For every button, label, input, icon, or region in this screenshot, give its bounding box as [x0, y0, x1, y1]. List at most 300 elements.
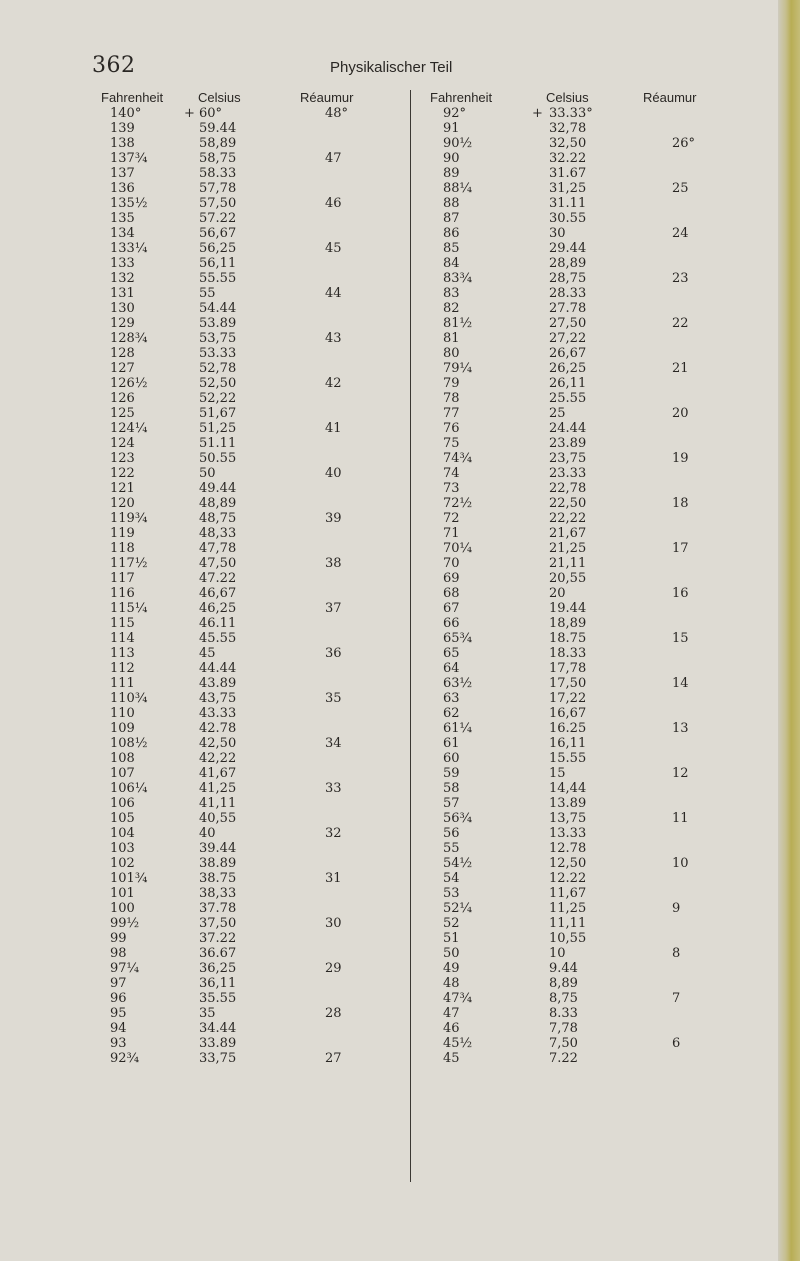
table-row — [420, 796, 740, 811]
celsius-cell: 27,22 — [549, 331, 587, 346]
fahrenheit-cell: 48 — [443, 976, 460, 991]
fahrenheit-cell: 112 — [110, 661, 135, 676]
fahrenheit-cell: 80 — [443, 346, 460, 361]
table-row — [420, 751, 740, 766]
fahrenheit-cell: 93 — [110, 1036, 127, 1051]
celsius-cell: 8.33 — [549, 1006, 578, 1021]
fahrenheit-cell: 79 — [443, 376, 460, 391]
fahrenheit-cell: 100 — [110, 901, 135, 916]
table-row — [420, 241, 740, 256]
celsius-cell: 25.55 — [549, 391, 587, 406]
celsius-cell: 8,75 — [549, 991, 578, 1006]
celsius-cell: 46,25 — [199, 601, 237, 616]
table-right-rows — [420, 106, 740, 1066]
header-celsius: Celsius — [546, 90, 589, 105]
celsius-cell: 17,22 — [549, 691, 587, 706]
fahrenheit-cell: 60 — [443, 751, 460, 766]
celsius-cell: 30.55 — [549, 211, 587, 226]
table-row — [90, 796, 410, 811]
fahrenheit-cell: 94 — [110, 1021, 127, 1036]
table-row — [420, 1021, 740, 1036]
celsius-cell: 12.22 — [549, 871, 587, 886]
fahrenheit-cell: 52¼ — [443, 901, 473, 916]
celsius-cell: 43,75 — [199, 691, 237, 706]
reaumur-cell: 46 — [325, 196, 342, 211]
celsius-cell: 44.44 — [199, 661, 237, 676]
table-row — [90, 991, 410, 1006]
table-row — [420, 736, 740, 751]
celsius-cell: 26,67 — [549, 346, 587, 361]
table-row — [90, 601, 410, 616]
celsius-cell: 12,50 — [549, 856, 587, 871]
fahrenheit-cell: 86 — [443, 226, 460, 241]
celsius-cell: 43.89 — [199, 676, 237, 691]
table-row — [90, 616, 410, 631]
table-row — [90, 901, 410, 916]
table-row — [90, 526, 410, 541]
celsius-cell: 37.22 — [199, 931, 237, 946]
fahrenheit-cell: 97 — [110, 976, 127, 991]
table-row — [90, 301, 410, 316]
table-row — [90, 211, 410, 226]
fahrenheit-cell: 65 — [443, 646, 460, 661]
fahrenheit-cell: 72 — [443, 511, 460, 526]
fahrenheit-cell: 79¼ — [443, 361, 473, 376]
table-row — [420, 601, 740, 616]
table-row — [90, 361, 410, 376]
fahrenheit-cell: 70 — [443, 556, 460, 571]
table-header-left — [90, 90, 410, 106]
table-row — [90, 1051, 410, 1066]
celsius-cell: 8,89 — [549, 976, 578, 991]
table-row — [420, 826, 740, 841]
celsius-cell: 22,50 — [549, 496, 587, 511]
celsius-cell: 57,50 — [199, 196, 237, 211]
fahrenheit-cell: 109 — [110, 721, 135, 736]
fahrenheit-cell: 69 — [443, 571, 460, 586]
fahrenheit-cell: 65¾ — [443, 631, 473, 646]
fahrenheit-cell: 135 — [110, 211, 135, 226]
celsius-cell: 51,67 — [199, 406, 237, 421]
table-row — [90, 376, 410, 391]
table-row — [420, 1006, 740, 1021]
fahrenheit-cell: 95 — [110, 1006, 127, 1021]
celsius-cell: 46.11 — [199, 616, 237, 631]
celsius-cell: 25 — [549, 406, 566, 421]
table-row — [420, 436, 740, 451]
fahrenheit-cell: 118 — [110, 541, 135, 556]
celsius-cell: 53,75 — [199, 331, 237, 346]
fahrenheit-cell: 120 — [110, 496, 135, 511]
table-row — [90, 166, 410, 181]
fahrenheit-cell: 73 — [443, 481, 460, 496]
table-row — [420, 481, 740, 496]
celsius-cell: 28.33 — [549, 286, 587, 301]
table-row — [90, 916, 410, 931]
table-row — [90, 346, 410, 361]
fahrenheit-cell: 116 — [110, 586, 135, 601]
table-row — [420, 781, 740, 796]
fahrenheit-cell: 99 — [110, 931, 127, 946]
table-row — [420, 856, 740, 871]
table-row — [90, 661, 410, 676]
table-left-half — [90, 90, 410, 1182]
table-row — [420, 766, 740, 781]
celsius-cell: 55.55 — [199, 271, 237, 286]
fahrenheit-cell: 89 — [443, 166, 460, 181]
table-row — [420, 106, 740, 121]
table-row — [420, 691, 740, 706]
fahrenheit-cell: 105 — [110, 811, 135, 826]
celsius-cell: 45 — [199, 646, 216, 661]
fahrenheit-cell: 98 — [110, 946, 127, 961]
table-row — [90, 751, 410, 766]
fahrenheit-cell: 126½ — [110, 376, 148, 391]
reaumur-cell: 30 — [325, 916, 342, 931]
celsius-cell: 24.44 — [549, 421, 587, 436]
table-row — [90, 736, 410, 751]
reaumur-cell: 22 — [672, 316, 689, 331]
celsius-cell: 11,25 — [549, 901, 587, 916]
fahrenheit-cell: 53 — [443, 886, 460, 901]
celsius-cell: 39.44 — [199, 841, 237, 856]
celsius-cell: 58.33 — [199, 166, 237, 181]
reaumur-cell: 39 — [325, 511, 342, 526]
celsius-cell: 11,67 — [549, 886, 587, 901]
celsius-cell: 17,50 — [549, 676, 587, 691]
celsius-cell: 56,67 — [199, 226, 237, 241]
fahrenheit-cell: 119 — [110, 526, 135, 541]
table-row — [420, 406, 740, 421]
celsius-cell: 31,25 — [549, 181, 587, 196]
reaumur-cell: 45 — [325, 241, 342, 256]
table-row — [90, 196, 410, 211]
fahrenheit-cell: 106 — [110, 796, 135, 811]
header-reaumur: Réaumur — [643, 90, 697, 105]
celsius-cell: 18.33 — [549, 646, 587, 661]
celsius-cell: 40 — [199, 826, 216, 841]
table-row — [90, 631, 410, 646]
table-row — [420, 346, 740, 361]
fahrenheit-cell: 58 — [443, 781, 460, 796]
fahrenheit-cell: 122 — [110, 466, 135, 481]
celsius-cell: 48,75 — [199, 511, 237, 526]
table-row — [420, 706, 740, 721]
reaumur-cell: 44 — [325, 286, 342, 301]
reaumur-cell: 10 — [672, 856, 689, 871]
fahrenheit-cell: 132 — [110, 271, 135, 286]
celsius-cell: 15 — [549, 766, 566, 781]
celsius-cell: 35 — [199, 1006, 216, 1021]
table-row — [90, 1006, 410, 1021]
fahrenheit-cell: 46 — [443, 1021, 460, 1036]
celsius-cell: 14,44 — [549, 781, 587, 796]
fahrenheit-cell: 63½ — [443, 676, 473, 691]
fahrenheit-cell: 110 — [110, 706, 135, 721]
fahrenheit-cell: 111 — [110, 676, 135, 691]
celsius-cell: 31.11 — [549, 196, 587, 211]
reaumur-cell: 48° — [325, 106, 349, 121]
celsius-cell: 16,67 — [549, 706, 587, 721]
table-row — [90, 781, 410, 796]
table-row — [90, 316, 410, 331]
table-row — [420, 616, 740, 631]
fahrenheit-cell: 96 — [110, 991, 127, 1006]
table-row — [420, 151, 740, 166]
fahrenheit-cell: 74¾ — [443, 451, 473, 466]
table-row — [420, 166, 740, 181]
table-row — [420, 676, 740, 691]
table-row — [90, 766, 410, 781]
table-row — [420, 901, 740, 916]
page-number: 362 — [92, 53, 136, 78]
table-row — [420, 871, 740, 886]
fahrenheit-cell: 123 — [110, 451, 135, 466]
celsius-cell: 36,25 — [199, 961, 237, 976]
celsius-cell: 36.67 — [199, 946, 237, 961]
fahrenheit-cell: 97¼ — [110, 961, 140, 976]
reaumur-cell: 21 — [672, 361, 689, 376]
fahrenheit-cell: 113 — [110, 646, 135, 661]
celsius-cell: 52,78 — [199, 361, 237, 376]
table-row — [420, 391, 740, 406]
table-row — [420, 571, 740, 586]
fahrenheit-cell: 47 — [443, 1006, 460, 1021]
table-row — [420, 466, 740, 481]
table-row — [90, 256, 410, 271]
celsius-cell: 13.89 — [549, 796, 587, 811]
fahrenheit-cell: 49 — [443, 961, 460, 976]
table-row — [420, 511, 740, 526]
celsius-cell: 60° — [199, 106, 223, 121]
table-row — [90, 391, 410, 406]
fahrenheit-cell: 117 — [110, 571, 135, 586]
fahrenheit-cell: 130 — [110, 301, 135, 316]
fahrenheit-cell: 137¾ — [110, 151, 148, 166]
table-row — [420, 271, 740, 286]
celsius-cell: 38,33 — [199, 886, 237, 901]
reaumur-cell: 33 — [325, 781, 342, 796]
table-row — [90, 541, 410, 556]
celsius-cell: 33,75 — [199, 1051, 237, 1066]
celsius-cell: 48,89 — [199, 496, 237, 511]
fahrenheit-cell: 92¾ — [110, 1051, 140, 1066]
celsius-cell: 18.75 — [549, 631, 587, 646]
table-row — [90, 691, 410, 706]
table-row — [420, 256, 740, 271]
celsius-cell: 13,75 — [549, 811, 587, 826]
celsius-cell: 19.44 — [549, 601, 587, 616]
table-row — [90, 646, 410, 661]
fahrenheit-cell: 114 — [110, 631, 135, 646]
fahrenheit-cell: 106¼ — [110, 781, 148, 796]
fahrenheit-cell: 66 — [443, 616, 460, 631]
table-row — [420, 931, 740, 946]
table-row — [90, 271, 410, 286]
reaumur-cell: 38 — [325, 556, 342, 571]
fahrenheit-cell: 61 — [443, 736, 460, 751]
fahrenheit-cell: 75 — [443, 436, 460, 451]
fahrenheit-cell: 81½ — [443, 316, 473, 331]
reaumur-cell: 43 — [325, 331, 342, 346]
reaumur-cell: 14 — [672, 676, 689, 691]
table-row — [420, 886, 740, 901]
table-row — [90, 826, 410, 841]
table-row — [420, 1036, 740, 1051]
fahrenheit-cell: 57 — [443, 796, 460, 811]
fahrenheit-cell: 63 — [443, 691, 460, 706]
fahrenheit-cell: 85 — [443, 241, 460, 256]
reaumur-cell: 35 — [325, 691, 342, 706]
celsius-cell: 42,22 — [199, 751, 237, 766]
table-row — [420, 946, 740, 961]
table-left-rows — [90, 106, 410, 1066]
reaumur-cell: 15 — [672, 631, 689, 646]
celsius-cell: 10 — [549, 946, 566, 961]
celsius-cell: 7.22 — [549, 1051, 578, 1066]
fahrenheit-cell: 51 — [443, 931, 460, 946]
celsius-cell: 37,50 — [199, 916, 237, 931]
celsius-cell: 45.55 — [199, 631, 237, 646]
fahrenheit-cell: 54 — [443, 871, 460, 886]
table-row — [420, 841, 740, 856]
fahrenheit-cell: 81 — [443, 331, 460, 346]
table-row — [90, 421, 410, 436]
celsius-cell: 26,11 — [549, 376, 587, 391]
fahrenheit-cell: 55 — [443, 841, 460, 856]
table-row — [90, 241, 410, 256]
celsius-cell: 23.33 — [549, 466, 587, 481]
reaumur-cell: 40 — [325, 466, 342, 481]
fahrenheit-cell: 56¾ — [443, 811, 473, 826]
table-row — [90, 811, 410, 826]
fahrenheit-cell: 135½ — [110, 196, 148, 211]
fahrenheit-cell: 71 — [443, 526, 460, 541]
table-row — [420, 361, 740, 376]
reaumur-cell: 47 — [325, 151, 342, 166]
table-header-right — [420, 90, 740, 106]
fahrenheit-cell: 115¼ — [110, 601, 148, 616]
plus-sign: + — [532, 106, 543, 121]
fahrenheit-cell: 134 — [110, 226, 135, 241]
fahrenheit-cell: 137 — [110, 166, 135, 181]
reaumur-cell: 42 — [325, 376, 342, 391]
table-row — [420, 526, 740, 541]
table-row — [90, 721, 410, 736]
celsius-cell: 13.33 — [549, 826, 587, 841]
fahrenheit-cell: 127 — [110, 361, 135, 376]
fahrenheit-cell: 72½ — [443, 496, 473, 511]
celsius-cell: 16,11 — [549, 736, 587, 751]
reaumur-cell: 7 — [672, 991, 681, 1006]
fahrenheit-cell: 56 — [443, 826, 460, 841]
celsius-cell: 48,33 — [199, 526, 237, 541]
celsius-cell: 20,55 — [549, 571, 587, 586]
table-row — [420, 586, 740, 601]
fahrenheit-cell: 83¾ — [443, 271, 473, 286]
table-row — [90, 106, 410, 121]
table-row — [90, 856, 410, 871]
celsius-cell: 55 — [199, 286, 216, 301]
table-row — [90, 1036, 410, 1051]
fahrenheit-cell: 129 — [110, 316, 135, 331]
celsius-cell: 42,50 — [199, 736, 237, 751]
fahrenheit-cell: 54½ — [443, 856, 473, 871]
reaumur-cell: 18 — [672, 496, 689, 511]
celsius-cell: 7,50 — [549, 1036, 578, 1051]
conversion-table — [90, 90, 720, 1182]
celsius-cell: 38.75 — [199, 871, 237, 886]
table-row — [420, 1051, 740, 1066]
fahrenheit-cell: 90½ — [443, 136, 473, 151]
celsius-cell: 26,25 — [549, 361, 587, 376]
table-row — [420, 961, 740, 976]
header-reaumur: Réaumur — [300, 90, 354, 105]
table-row — [90, 286, 410, 301]
table-row — [90, 961, 410, 976]
table-row — [420, 916, 740, 931]
fahrenheit-cell: 101¾ — [110, 871, 148, 886]
celsius-cell: 53.33 — [199, 346, 237, 361]
reaumur-cell: 12 — [672, 766, 689, 781]
table-row — [90, 886, 410, 901]
fahrenheit-cell: 102 — [110, 856, 135, 871]
celsius-cell: 29.44 — [549, 241, 587, 256]
fahrenheit-cell: 103 — [110, 841, 135, 856]
celsius-cell: 32.22 — [549, 151, 587, 166]
fahrenheit-cell: 88 — [443, 196, 460, 211]
fahrenheit-cell: 108½ — [110, 736, 148, 751]
celsius-cell: 32,50 — [549, 136, 587, 151]
table-row — [90, 406, 410, 421]
reaumur-cell: 41 — [325, 421, 342, 436]
celsius-cell: 10,55 — [549, 931, 587, 946]
celsius-cell: 47,78 — [199, 541, 237, 556]
fahrenheit-cell: 64 — [443, 661, 460, 676]
fahrenheit-cell: 117½ — [110, 556, 148, 571]
fahrenheit-cell: 126 — [110, 391, 135, 406]
fahrenheit-cell: 136 — [110, 181, 135, 196]
celsius-cell: 40,55 — [199, 811, 237, 826]
celsius-cell: 22,78 — [549, 481, 587, 496]
celsius-cell: 23,75 — [549, 451, 587, 466]
celsius-cell: 52,50 — [199, 376, 237, 391]
table-row — [420, 181, 740, 196]
table-row — [90, 871, 410, 886]
celsius-cell: 59.44 — [199, 121, 237, 136]
celsius-cell: 21,25 — [549, 541, 587, 556]
celsius-cell: 33.89 — [199, 1036, 237, 1051]
header-fahrenheit: Fahrenheit — [430, 90, 493, 105]
reaumur-cell: 34 — [325, 736, 342, 751]
celsius-cell: 46,67 — [199, 586, 237, 601]
fahrenheit-cell: 140° — [110, 106, 142, 121]
celsius-cell: 49.44 — [199, 481, 237, 496]
celsius-cell: 53.89 — [199, 316, 237, 331]
celsius-cell: 18,89 — [549, 616, 587, 631]
celsius-cell: 32,78 — [549, 121, 587, 136]
fahrenheit-cell: 128¾ — [110, 331, 148, 346]
celsius-cell: 23.89 — [549, 436, 587, 451]
table-row — [90, 151, 410, 166]
fahrenheit-cell: 77 — [443, 406, 460, 421]
reaumur-cell: 25 — [672, 181, 689, 196]
celsius-cell: 33.33° — [549, 106, 593, 121]
fahrenheit-cell: 70¼ — [443, 541, 473, 556]
reaumur-cell: 31 — [325, 871, 342, 886]
reaumur-cell: 37 — [325, 601, 342, 616]
celsius-cell: 56,11 — [199, 256, 237, 271]
